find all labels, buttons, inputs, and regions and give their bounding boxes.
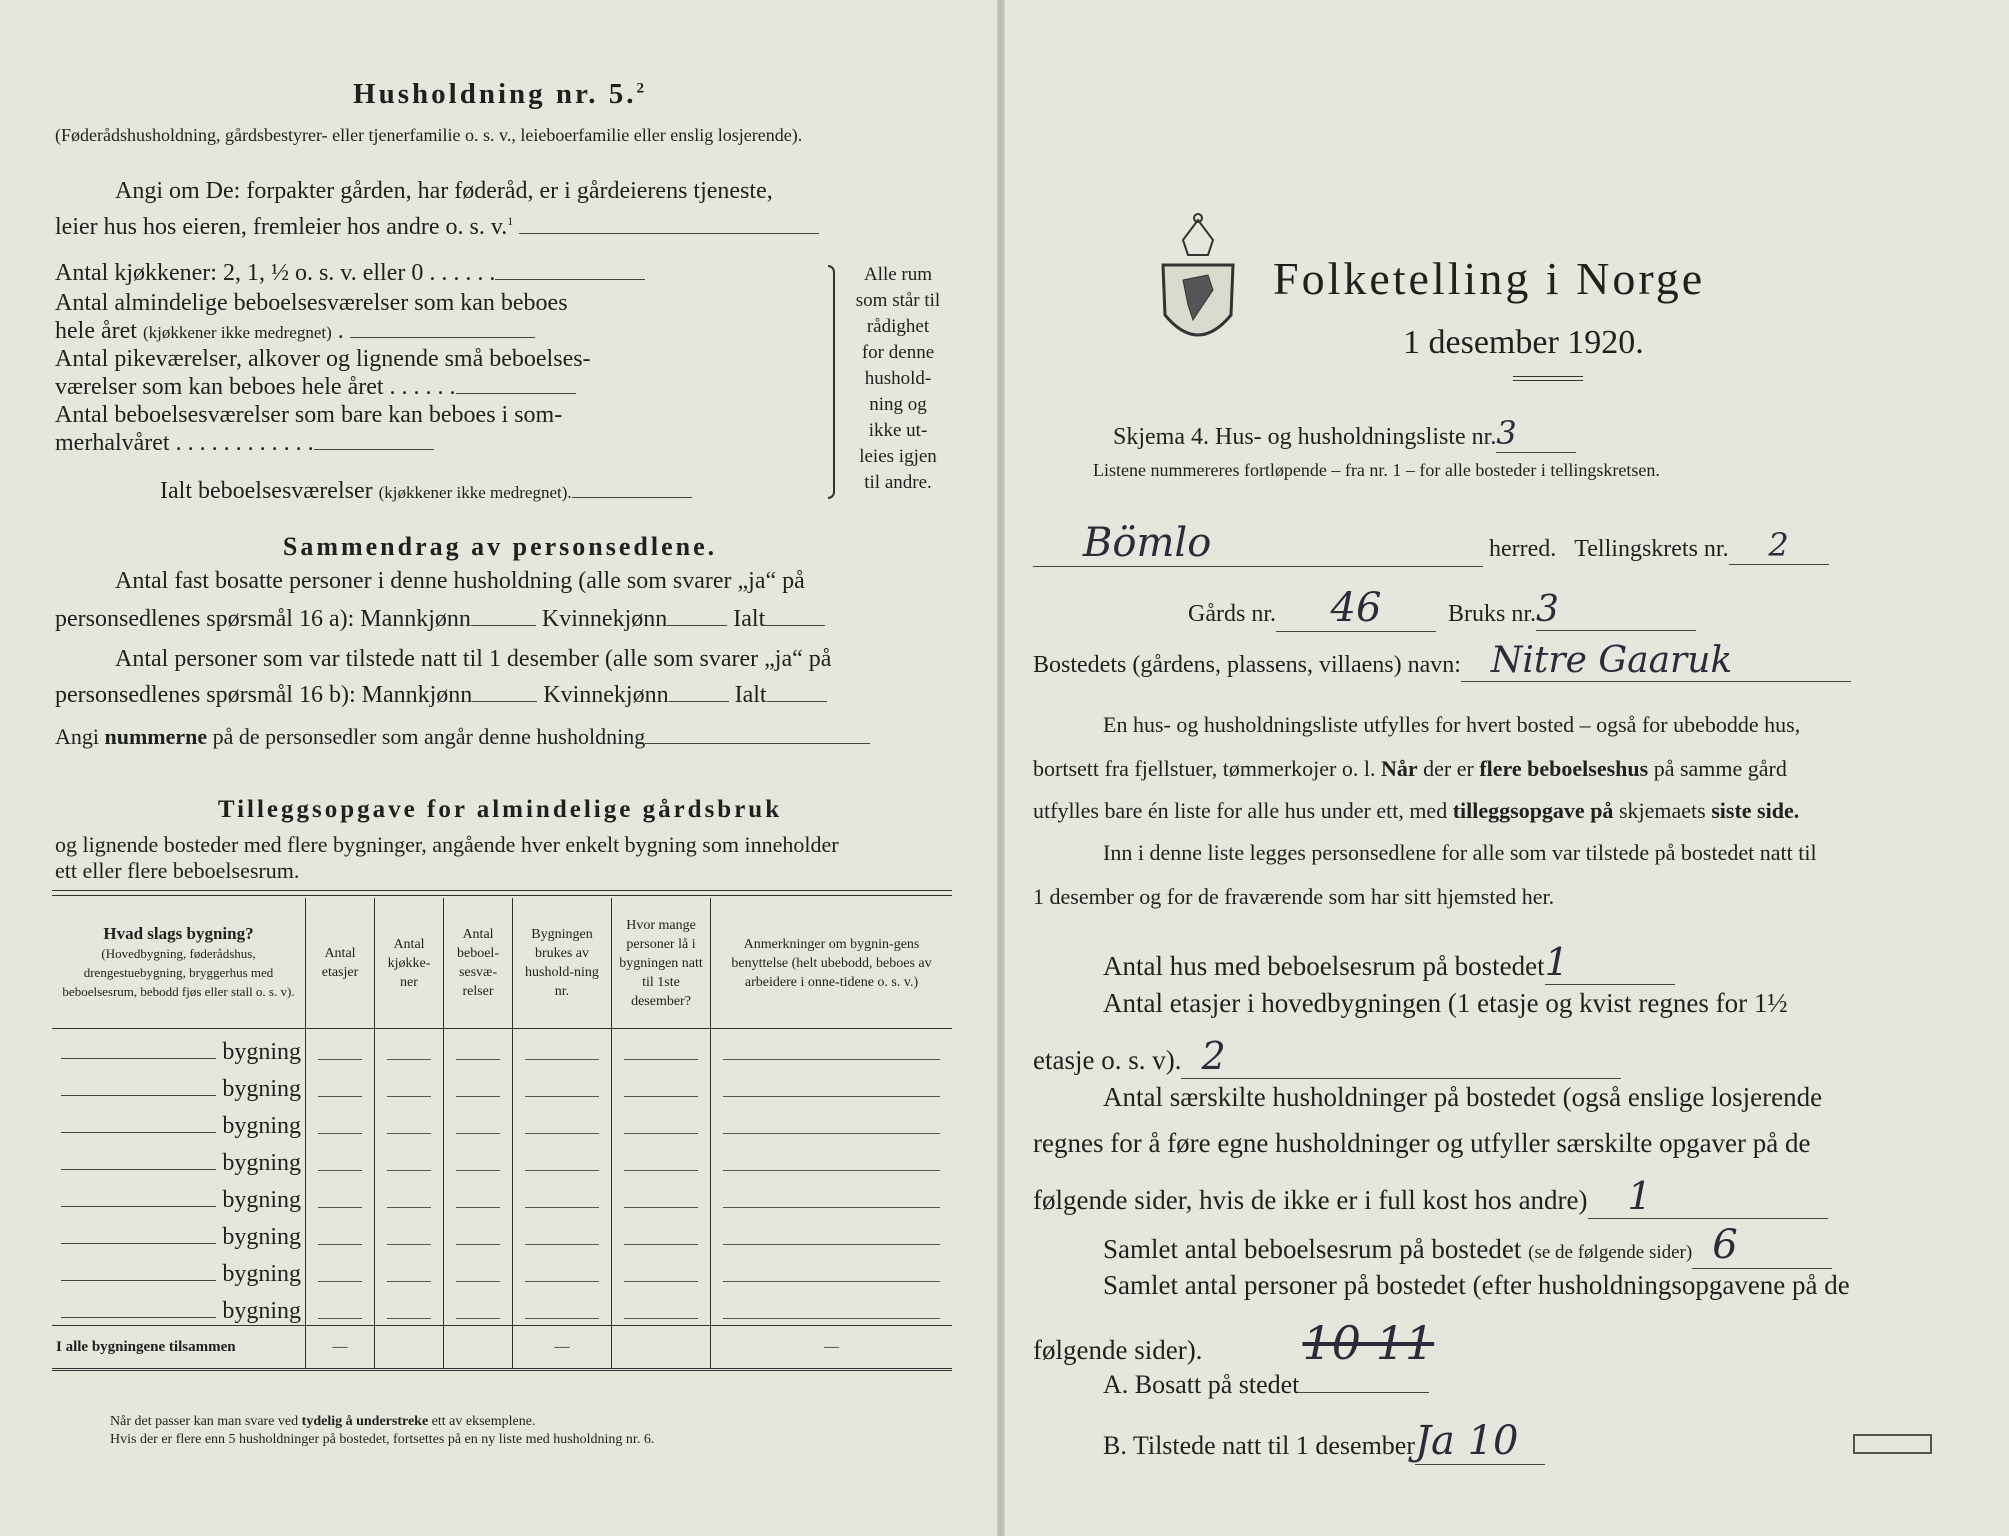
form-title: Folketelling i Norge	[1273, 253, 1706, 304]
pike-label-2: værelser som kan beboes hele året . . . . . .	[55, 374, 576, 401]
skjema-line: Skjema 4. Hus- og husholdningsliste nr.3	[1113, 414, 1576, 453]
almindelige-label-2: hele året (kjøkkener ikke medregnet) .	[55, 318, 535, 345]
col-anmerkninger: Anmerkninger om bygnin-gens benyttelse (helt ubebodd, beboes av arbeidere i onne-tidene o. s. v.)	[711, 898, 953, 1029]
q-etasjer-1: Antal etasjer i hovedbygningen (1 etasje og kvist regnes for 1½	[1103, 988, 1788, 1018]
sammendrag-line-5: Angi nummerne på de personsedler som angår denne husholdning	[55, 724, 870, 750]
kjokkener-label: Antal kjøkkener: 2, 1, ½ o. s. v. eller 0 . . . . . .	[55, 260, 645, 287]
instruction-4: Inn i denne liste legges personsedlene for alle som var tilstede på bostedet natt til	[1103, 840, 1817, 865]
q-hush-2: regnes for å føre egne husholdninger og utfyller særskilte opgaver på de	[1033, 1128, 1811, 1158]
right-page	[1003, 0, 2009, 1536]
table-row: bygning	[52, 1103, 952, 1140]
rooms-side-note: Alle rum som står til rådighet for denne hushold- ning og ikke ut- leies igjen til andre.	[855, 264, 941, 493]
a-bosatt: A. Bosatt på stedet	[1103, 1370, 1429, 1400]
angi-line-2: leier hus hos eieren, fremleier hos andre o. s. v.$^1$	[55, 214, 819, 241]
instruction-3: utfylles bare én liste for alle hus under ett, med tilleggsopgave på skjemaets siste side.	[1033, 798, 1800, 823]
angi-answer-line[interactable]	[519, 233, 819, 234]
gards-value[interactable]: 46	[1276, 585, 1436, 632]
table-row: bygning	[52, 1288, 952, 1326]
tillegg-line-2: ett eller flere beboelsesrum.	[55, 858, 300, 883]
form-date: 1 desember 1920.	[1403, 324, 1644, 361]
table-row: bygning	[52, 1214, 952, 1251]
liste-nr-value[interactable]: 3	[1496, 414, 1576, 453]
date-rule	[1513, 376, 1583, 381]
table-total-row: I alle bygningene tilsammen — — —	[52, 1326, 952, 1370]
norway-coat-of-arms-icon	[1153, 210, 1243, 360]
sammendrag-line-3: Antal personer som var tilstede natt til 1 desember (alle som svarer „ja“ på	[115, 646, 832, 672]
herred-line: Bömlo herred. Tellingskrets nr. 2	[1033, 520, 1829, 567]
b-tilstede: B. Tilstede natt til 1 desemberJa 10	[1103, 1418, 1545, 1465]
sammendrag-title: Sammendrag av personsedlene.	[282, 532, 718, 561]
left-page	[0, 0, 1000, 1536]
q-hush-1: Antal særskilte husholdninger på bostedet (også enslige losjerende	[1103, 1082, 1823, 1112]
q-hus-value[interactable]: 1	[1545, 940, 1675, 985]
col-personer: Hvor mange personer lå i bygningen natt til 1ste desember?	[612, 898, 711, 1029]
sammendrag-line-2: personsedlenes spørsmål 16 a): Mannkjønn Kvinnekjønn Ialt	[55, 606, 825, 633]
sammendrag-line-1: Antal fast bosatte personer i denne husholdning (alle som svarer „ja“ på	[115, 568, 805, 594]
pike-label-1: Antal pikeværelser, alkover og lignende små beboelses-	[55, 346, 591, 372]
col-building-type: Hvad slags bygning? (Hovedbygning, føderådshus, drengestuebygning, bryggerhus med beboelsesrum, bebodd fjøs eller stall o. s. v).	[52, 898, 306, 1029]
q-pers-value[interactable]: 10 11	[1302, 1316, 1435, 1370]
sommer-label-1: Antal beboelsesværelser som bare kan beboes i som-	[55, 402, 563, 428]
q-etasjer-value[interactable]: 2	[1181, 1034, 1621, 1079]
q-pers-1: Samlet antal personer på bostedet (efter husholdningsopgavene på de	[1103, 1270, 1850, 1300]
instruction-2: bortsett fra fjellstuer, tømmerkojer o. l. Når der er flere beboelseshus på samme gård	[1033, 756, 1787, 781]
q-etasjer-2: etasje o. s. v). 2	[1033, 1034, 1621, 1079]
instruction-5: 1 desember og for de fraværende som har sitt hjemsted her.	[1033, 884, 1555, 909]
buildings-table-header	[52, 898, 952, 1029]
col-etasjer: Antal etasjer	[306, 898, 375, 1029]
footnote-1: Når det passer kan man svare ved tydelig å understreke ett av eksemplene.	[110, 1414, 536, 1429]
table-row: bygning	[52, 1140, 952, 1177]
table-row: bygning	[52, 1251, 952, 1288]
col-kjokkener: Antal kjøkke-ner	[375, 898, 444, 1029]
gards-line: Gårds nr. 46 Bruks nr.3	[1188, 585, 1696, 632]
q-rum: Samlet antal beboelsesrum på bostedet (se de følgende sider) 6	[1103, 1222, 1832, 1269]
buildings-table	[52, 898, 952, 1371]
tillegg-title: Tilleggsopgave for almindelige gårdsbruk	[217, 796, 783, 823]
q-pers-2: følgende sider). 10 11	[1033, 1316, 1435, 1370]
printer-stamp	[1853, 1434, 1932, 1454]
tillegg-line-1: og lignende bosteder med flere bygninger, angående hver enkelt bygning som inneholder	[55, 832, 839, 857]
instruction-1: En hus- og husholdningsliste utfylles for hvert bosted – også for ubebodde hus,	[1103, 712, 1801, 737]
herred-value[interactable]: Bömlo	[1033, 520, 1483, 567]
bosted-value[interactable]: Nitre Gaaruk	[1461, 640, 1851, 682]
sommer-label-2: merhalvåret . . . . . . . . . . . .	[55, 430, 434, 457]
b-tilstede-value[interactable]: Ja 10	[1415, 1418, 1545, 1465]
footnote-2: Hvis der er flere enn 5 husholdninger på bostedet, fortsettes på en ny liste med husholdning nr. 6.	[110, 1432, 655, 1447]
almindelige-label-1: Antal almindelige beboelsesværelser som kan beboes	[55, 290, 568, 316]
q-rum-value[interactable]: 6	[1692, 1222, 1832, 1269]
angi-line-1: Angi om De: forpakter gården, har føderåd, er i gårdeierens tjeneste,	[115, 178, 773, 204]
household-title: Husholdning nr. 5.$^2$	[353, 78, 647, 110]
q-hus: Antal hus med beboelsesrum på bostedet1	[1103, 940, 1675, 985]
q-hush-3: følgende sider, hvis de ikke er i full kost hos andre) 1	[1033, 1174, 1828, 1219]
table-row: bygning	[52, 1029, 952, 1067]
table-row: bygning	[52, 1177, 952, 1214]
bosted-line: Bostedets (gårdens, plassens, villaens) navn: Nitre Gaaruk	[1033, 640, 1851, 682]
household-intro: (Føderådshusholdning, gårdsbestyrer- eller tjenerfamilie o. s. v., leieboerfamilie eller enslig losjerende).	[55, 125, 803, 145]
table-row: bygning	[52, 1066, 952, 1103]
sammendrag-line-4: personsedlenes spørsmål 16 b): Mannkjønn Kvinnekjønn Ialt	[55, 682, 827, 709]
total-label: I alle bygningene tilsammen	[56, 1338, 236, 1355]
bruks-value[interactable]: 3	[1536, 589, 1696, 631]
table-top-rule	[52, 890, 952, 896]
ialt-rooms-label: Ialt beboelsesværelser (kjøkkener ikke medregnet).	[160, 478, 692, 505]
tellingskrets-value[interactable]: 2	[1729, 526, 1829, 565]
rooms-brace	[828, 265, 835, 499]
q-hush-value[interactable]: 1	[1588, 1174, 1828, 1219]
listene-note: Listene nummereres fortløpende – fra nr. 1 – for alle bosteder i tellingskretsen.	[1093, 460, 1660, 480]
col-beboelsesvaerelser: Antal beboel-sesvæ-relser	[444, 898, 513, 1029]
col-husholdning-nr: Bygningen brukes av hushold-ning nr.	[513, 898, 612, 1029]
